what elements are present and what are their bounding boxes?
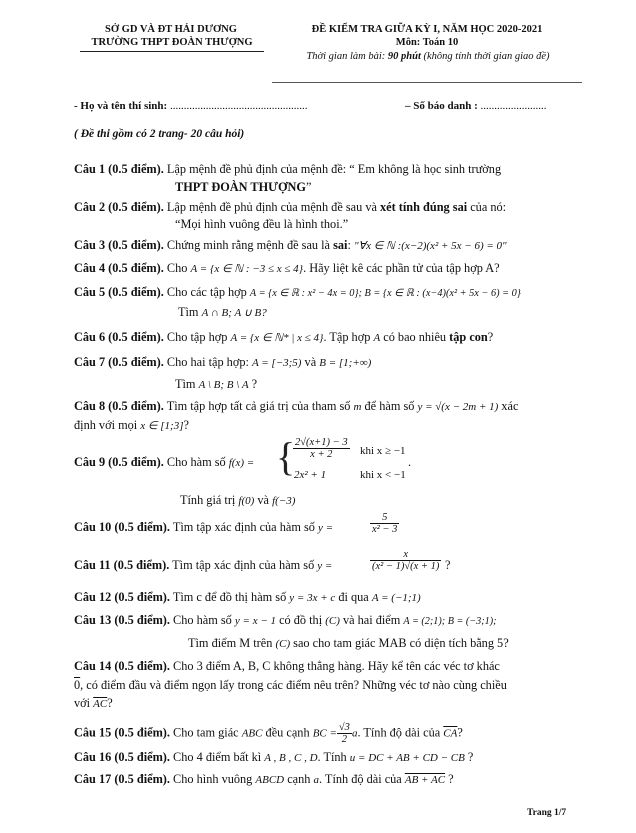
exam-note: ( Đề thi gồm có 2 trang- 20 câu hỏi): [74, 128, 245, 140]
question-14-line3: với $\overline{AC}$?: [74, 696, 113, 710]
q10-fraction: $\frac{5}{\text{x² − 3}}$: [372, 512, 398, 535]
q9-case1-cond: khi x ≥ −1: [360, 445, 406, 457]
dept-name: SỞ GD VÀ ĐT HẢI DƯƠNG: [105, 24, 237, 35]
question-14: Câu 14 (0.5 điểm). Cho 3 điểm A, B, C không thẳng hàng. Hãy kể tên các véc tơ khác: [74, 659, 500, 673]
question-17: Câu 17 (0.5 điểm). Cho hình vuông ABCD cạnh a. Tính độ dài của AB + AC ?: [74, 772, 454, 786]
exam-time: Thời gian làm bài: 90 phút (không tính thời gian giao đề): [306, 51, 550, 62]
question-13-line2: Tìm điểm M trên (C) sao cho tam giác MAB có diện tích bằng 5?: [188, 636, 509, 650]
page-number: Trang 1/7: [527, 808, 567, 818]
question-13: Câu 13 (0.5 điểm). Cho hàm số y = x − 1 có đồ thị (C) và hai điểm A = (2;1); B = (−3;1);: [74, 613, 497, 627]
exam-subject: Môn: Toán 10: [395, 37, 459, 48]
question-2: Câu 2 (0.5 điểm). Lập mệnh đề phủ định của mệnh đề sau và xét tính đúng sai của nó:: [74, 200, 507, 214]
q9-case2-cond: khi x < −1: [360, 469, 406, 481]
question-7-line2: Tìm A \ B; B \ A ?: [175, 377, 258, 391]
q9-case2: 2x² + 1: [294, 469, 327, 481]
zero-vector: 0: [74, 678, 81, 692]
vector-ca: $\overline{CA}$: [443, 727, 458, 740]
school-underline: [80, 51, 264, 52]
q5-sets: A = {x ∈ ℝ : x² − 4x = 0}; B = {x ∈ ℝ : (x−4)(x² + 5x − 6) = 0}: [249, 288, 521, 299]
q4-set: A = {x ∈ ℕ : −3 ≤ x ≤ 4}: [190, 263, 304, 275]
question-1-line2: THPT ĐOÀN THƯỢNG”: [175, 180, 312, 194]
q9-case1: $\frac{2√(x+1) - 3}{x + 2}$: [295, 437, 348, 460]
q9-brace: {: [276, 434, 296, 479]
school-name: TRƯỜNG THPT ĐOÀN THƯỢNG: [91, 37, 253, 48]
question-6: Câu 6 (0.5 điểm). Cho tập hợp A = {x ∈ ℕ* | x ≤ 4}. Tập hợp A có bao nhiêu tập con?: [74, 330, 494, 344]
question-10: Câu 10 (0.5 điểm). Tìm tập xác định của hàm số y =: [74, 520, 334, 534]
question-5-line2: Tìm A ∩ B; A ∪ B?: [178, 305, 267, 319]
q17-vector-sum: AB + AC: [404, 774, 446, 786]
question-7: Câu 7 (0.5 điểm). Cho hai tập hợp: A = [−3;5) và B = [1;+∞): [74, 355, 372, 369]
question-8: Câu 8 (0.5 điểm). Tìm tập hợp tất cả giá trị của tham số m để hàm số y = √(x − 2m + 1) xác: [74, 399, 519, 413]
question-12: Câu 12 (0.5 điểm). Tìm c để đồ thị hàm số y = 3x + c đi qua A = (−1;1): [74, 590, 421, 604]
question-9: Câu 9 (0.5 điểm). Cho hàm số f(x) =: [74, 455, 255, 469]
q9-period: .: [408, 455, 412, 469]
student-name-line: - Họ và tên thí sinh: ..................................................: [74, 100, 308, 112]
q8-function: y = √(x − 2m + 1): [417, 401, 499, 413]
q15-fraction: $\frac{√3}{2}$: [338, 722, 350, 745]
question-3: Câu 3 (0.5 điểm). Chứng minh rằng mệnh đề sau là sai: "∀x ∈ ℕ :(x−2)(x² + 5x − 6) = 0": [74, 238, 507, 252]
student-id-line: – Số báo danh : ........................: [405, 100, 547, 112]
q11-fraction: $\frac{x}{\text{(x² − 1)√(x + 1)}}$: [372, 549, 440, 572]
question-4: Câu 4 (0.5 điểm). Cho A = {x ∈ ℕ : −3 ≤ x ≤ 4}. Hãy liệt kê các phần tử của tập hợp A?: [74, 261, 500, 275]
question-11: Câu 11 (0.5 điểm). Tìm tập xác định của hàm số y =: [74, 558, 333, 572]
question-9-line2: Tính giá trị f(0) và f(−3): [180, 493, 296, 507]
question-1: Câu 1 (0.5 điểm). Lập mệnh đề phủ định của mệnh đề: “ Em không là học sinh trường: [74, 162, 502, 176]
question-5: Câu 5 (0.5 điểm). Cho các tập hợp A = {x ∈ ℝ : x² − 4x = 0}; B = {x ∈ ℝ : (x−4)(x² + 5x − 6) = 0}: [74, 285, 521, 299]
vector-ac: $\overline{AC}$: [93, 698, 108, 710]
question-16: Câu 16 (0.5 điểm). Cho 4 điểm bất kì A , B , C , D. Tính u = DC + AB + CD − CB ?: [74, 750, 474, 764]
question-15: Câu 15 (0.5 điểm). Cho tam giác ABC đều cạnh BC = $\frac{√3}{2}$ a. Tính độ dài của $\overline{CA}$?: [74, 722, 463, 745]
q6-set: A = {x ∈ ℕ* | x ≤ 4}: [230, 332, 324, 344]
question-2-line2: “Mọi hình vuông đều là hình thoi.”: [175, 217, 349, 231]
question-8-line2: định với mọi x ∈ [1;3]?: [74, 418, 189, 432]
header-rule: [272, 82, 582, 83]
q3-formula: "∀x ∈ ℕ :(x−2)(x² + 5x − 6) = 0": [353, 240, 507, 252]
q11-end: ?: [445, 558, 451, 572]
question-14-line2: 0, có điểm đầu và điểm ngọn lấy trong các điểm nêu trên? Những véc tơ nào cùng chiều: [74, 678, 507, 692]
exam-title: ĐỀ KIỂM TRA GIỮA KỲ I, NĂM HỌC 2020-2021: [311, 24, 543, 35]
q16-vector-sum: u = DC + AB + CD − CB: [349, 752, 465, 764]
